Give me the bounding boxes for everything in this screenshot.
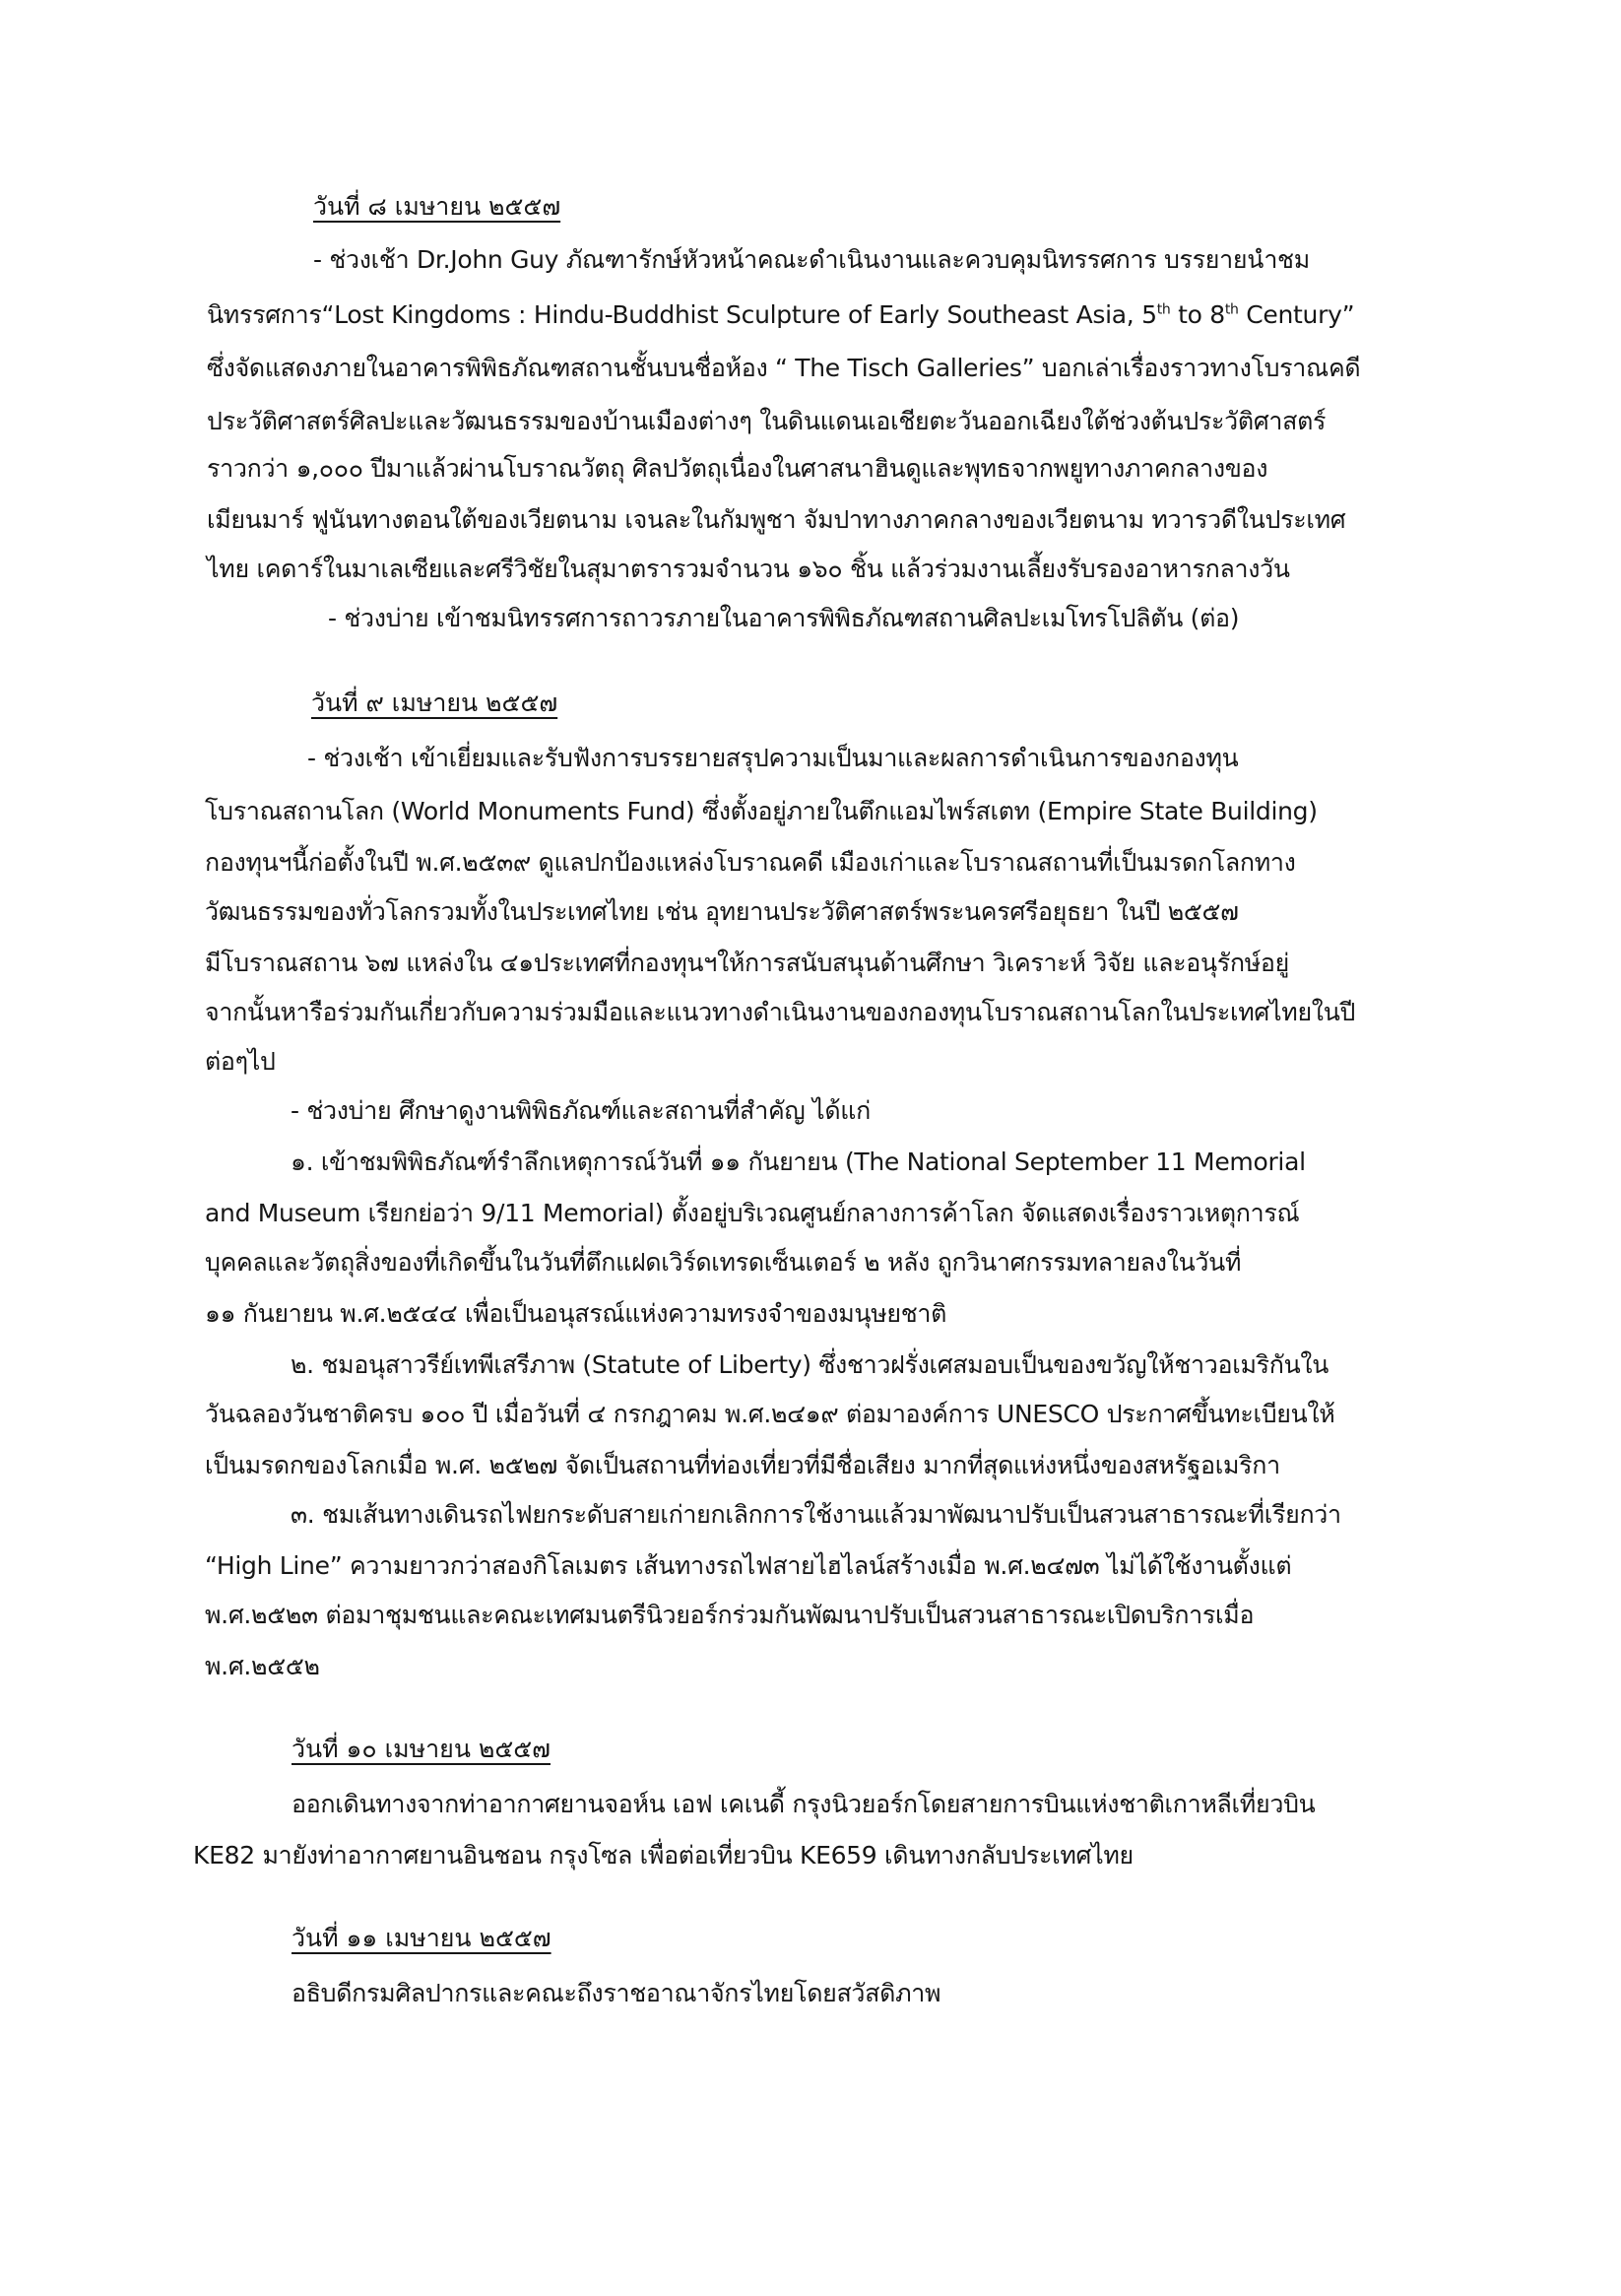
paragraph-line: “High Line” ความยาวกว่าสองกิโลเมตร เส้นทางรถไฟสายไฮไลน์สร้างเมื่อ พ.ศ.๒๔๗๓ ไม่ได้ใช้งานตั้งแต่ [205, 1551, 1292, 1580]
paragraph-line: KE82 มายังท่าอากาศยานอินชอน กรุงโซล เพื่อต่อเที่ยวบิน KE659 เดินทางกลับประเทศไทย [193, 1841, 1134, 1870]
paragraph-line: มีโบราณสถาน ๖๗ แหล่งใน ๔๑ประเทศที่กองทุนฯให้การสนับสนุนด้านศึกษา วิเคราะห์ วิจัย และอนุรักษ์อยู่ [205, 949, 1289, 977]
paragraph-line: - ช่วงบ่าย เข้าชมนิทรรศการถาวรภายในอาคารพิพิธภัณฑสถานศิลปะเมโทรโปลิตัน (ต่อ) [328, 604, 1240, 632]
section-heading-apr-11: วันที่ ๑๑ เมษายน ๒๕๕๗ [292, 1924, 551, 1952]
paragraph-line-exhibition-title: นิทรรศการ“Lost Kingdoms : Hindu-Buddhist Sculpture of Early Southeast Asia, 5th to 8th Century” [207, 300, 1355, 329]
paragraph-line: จากนั้นหารือร่วมกันเกี่ยวกับความร่วมมือและแนวทางดำเนินงานของกองทุนโบราณสถานโลกในประเทศไทยในปี [205, 998, 1356, 1026]
paragraph-line: ออกเดินทางจากท่าอากาศยานจอห์น เอฟ เคเนดี้ กรุงนิวยอร์กโดยสายการบินแห่งชาติเกาหลีเที่ยวบิน [292, 1790, 1316, 1818]
section-heading-apr-10: วันที่ ๑๐ เมษายน ๒๕๕๗ [292, 1735, 551, 1763]
paragraph-line: อธิบดีกรมศิลปากรและคณะถึงราชอาณาจักรไทยโดยสวัสดิภาพ [292, 1979, 941, 2007]
paragraph-line: วันฉลองวันชาติครบ ๑๐๐ ปี เมื่อวันที่ ๔ กรกฎาคม พ.ศ.๒๔๑๙ ต่อมาองค์การ UNESCO ประกาศขึ้นทะเบียนให้ [205, 1400, 1335, 1428]
paragraph-line: ประวัติศาสตร์ศิลปะและวัฒนธรรมของบ้านเมืองต่างๆ ในดินแดนเอเชียตะวันออกเฉียงใต้ช่วงต้นประวัติศาสตร์ [207, 407, 1327, 435]
paragraph-line: - ช่วงเช้า เข้าเยี่ยมและรับฟังการบรรยายสรุปความเป็นมาและผลการดำเนินการของกองทุน [307, 744, 1239, 772]
paragraph-line: กองทุนฯนี้ก่อตั้งในปี พ.ศ.๒๕๓๙ ดูแลปกป้องแหล่งโบราณคดี เมืองเก่าและโบราณสถานที่เป็นมรดกโลกทาง [205, 848, 1296, 877]
paragraph-line: โบราณสถานโลก (World Monuments Fund) ซึ่งตั้งอยู่ภายในตึกแอมไพร์สเตท (Empire State Building) [205, 797, 1318, 825]
paragraph-line: วัฒนธรรมของทั่วโลกรวมทั้งในประเทศไทย เช่น อุทยานประวัติศาสตร์พระนครศรีอยุธยา ในปี ๒๕๕๗ [205, 897, 1239, 926]
paragraph-line: ไทย เคดาร์ในมาเลเซียและศรีวิชัยในสุมาตรารวมจำนวน ๑๖๐ ชิ้น แล้วร่วมงานเลี้ยงรับรองอาหารกลางวัน [207, 555, 1290, 583]
paragraph-line: เป็นมรดกของโลกเมื่อ พ.ศ. ๒๕๒๗ จัดเป็นสถานที่ท่องเที่ยวที่มีชื่อเสียง มากที่สุดแห่งหนึ่งของสหรัฐอเมริกา [205, 1451, 1280, 1479]
paragraph-line: เมียนมาร์ ฟูนันทางตอนใต้ของเวียตนาม เจนละในกัมพูชา จัมปาทางภาคกลางของเวียตนาม ทวารวดีในประเทศ [207, 505, 1346, 534]
paragraph-line: พ.ศ.๒๕๒๓ ต่อมาชุมชนและคณะเทศมนตรีนิวยอร์กร่วมกันพัฒนาปรับเป็นสวนสาธารณะเปิดบริการเมื่อ [205, 1601, 1255, 1629]
paragraph-line: ต่อๆไป [205, 1047, 276, 1076]
paragraph-line: - ช่วงบ่าย ศึกษาดูงานพิพิธภัณฑ์และสถานที่สำคัญ ได้แก่ [291, 1096, 871, 1125]
section-heading-apr-9: วันที่ ๙ เมษายน ๒๕๕๗ [311, 689, 558, 717]
section-heading-apr-8: วันที่ ๘ เมษายน ๒๕๕๗ [313, 192, 561, 221]
list-item-high-line: ๓. ชมเส้นทางเดินรถไฟยกระดับสายเก่ายกเลิกการใช้งานแล้วมาพัฒนาปรับเป็นสวนสาธารณะที่เรียกว่า [291, 1500, 1341, 1529]
paragraph-line: and Museum เรียกย่อว่า 9/11 Memorial) ตั้งอยู่บริเวณศูนย์กลางการค้าโลก จัดแสดงเรื่องราวเหตุการณ์ [205, 1199, 1300, 1227]
paragraph-line: ราวกว่า ๑,๐๐๐ ปีมาแล้วผ่านโบราณวัตถุ ศิลปวัตถุเนื่องในศาสนาฮินดูและพุทธจากพยูทางภาคกลางของ [207, 454, 1268, 483]
paragraph-line: ๑๑ กันยายน พ.ศ.๒๕๔๔ เพื่อเป็นอนุสรณ์แห่งความทรงจำของมนุษยชาติ [205, 1299, 947, 1328]
paragraph-line: บุคคลและวัตถุสิ่งของที่เกิดขึ้นในวันที่ตึกแฝดเวิร์ดเทรดเซ็นเตอร์ ๒ หลัง ถูกวินาศกรรมทลายลงในวันที่ [205, 1248, 1242, 1277]
paragraph-line: พ.ศ.๒๕๕๒ [205, 1652, 320, 1680]
list-item-911-memorial: ๑. เข้าชมพิพิธภัณฑ์รำลึกเหตุการณ์วันที่ ๑๑ กันยายน (The National September 11 Memorial [291, 1148, 1306, 1176]
paragraph-line: ซึ่งจัดแสดงภายในอาคารพิพิธภัณฑสถานชั้นบนชื่อห้อง “ The Tisch Galleries” บอกเล่าเรื่องราวทางโบราณคดี [207, 354, 1361, 382]
paragraph-line: - ช่วงเช้า Dr.John Guy ภัณฑารักษ์หัวหน้าคณะดำเนินงานและควบคุมนิทรรศการ บรรยายนำชม [313, 245, 1310, 274]
list-item-statue-of-liberty: ๒. ชมอนุสาวรีย์เทพีเสรีภาพ (Statute of Liberty) ซึ่งชาวฝรั่งเศสมอบเป็นของขวัญให้ชาวอเมริกันใน [291, 1350, 1329, 1379]
